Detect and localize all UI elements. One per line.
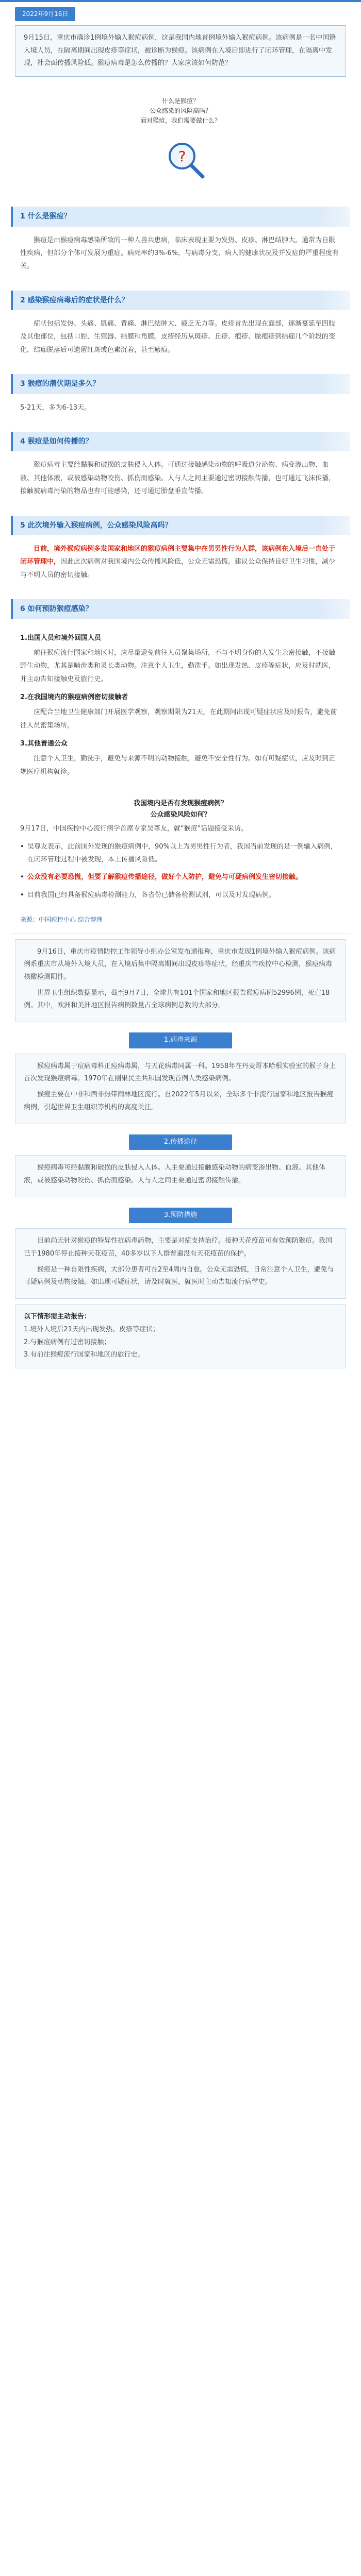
prevention-sub-title-1: 1.出国人员和境外回国人员 xyxy=(20,634,101,642)
expert-bullet-1-text: 吴尊友表示，此前国外发现的猴痘病例中，90%以上为男男性行为者，我国当前发现的是一例输入病例，在闭环管理过程中被发现，本土传播风险低。 xyxy=(27,842,337,863)
expert-bullets xyxy=(11,838,350,902)
info-block-1 xyxy=(15,1054,346,1124)
magnifier-icon xyxy=(162,138,209,184)
source-line: 来源：中国疾控中心 综合整理 xyxy=(20,916,103,923)
section-body-5 xyxy=(11,535,350,588)
section-head-2: 2 感染猴痘病毒后的症状是什么？ xyxy=(11,291,350,311)
report-list-box xyxy=(15,1304,346,1368)
section-head-4: 4 猴痘是如何传播的？ xyxy=(11,432,350,452)
pill-heading-c: 3.预防措施 xyxy=(129,1208,232,1224)
section-3-paragraph: 5-21天，多为6-13天。 xyxy=(20,403,91,412)
prevention-sub-text-3: 注意个人卫生，勤洗手，避免与来源不明的动物接触，避免不安全性行为。如有可疑症状，应及时到正规医疗机构就诊。 xyxy=(20,755,336,776)
prevention-sub-title-3: 3.其他普通公众 xyxy=(20,739,68,748)
closing-text: 猴痘是一种自限性疾病，大部分患者可在2至4周内自愈。公众无需恐慌，日常注意个人卫生，避免与可疑病例及动物接触。如出现可疑症状，请及时就医，就医时主动告知流行病学史。 xyxy=(24,1265,334,1286)
news-paragraph-2: 世界卫生组织数据显示，截至9月7日，全球共有101个国家和地区报告猴痘病例52996例，死亡18例。其中，欧洲和美洲地区报告病例数量占全球病例总数的大部分。 xyxy=(24,989,330,1010)
prevention-sub-text-1: 前往猴痘流行国家和地区时，应尽量避免前往人员聚集场所，不与不明身份的人发生亲密接触，不接触野生动物，尤其是啮齿类和灵长类动物。注意个人卫生，勤洗手。如出现发热、皮疹等症状，应及时就医，并主动告知接触史及旅行史。 xyxy=(20,649,336,683)
section-1-paragraph: 猴痘是由猴痘病毒感染所致的一种人兽共患病，临床表现主要为发热、皮疹、淋巴结肿大。通常为自限性疾病，但部分个体可发展为重症。病死率约3%-6%，与病毒分支、病人的健康状况及并发症的严重程度有关。 xyxy=(20,236,339,270)
section-body-3 xyxy=(11,394,350,420)
hero-question-1: 什么是猴痘？ xyxy=(161,97,199,105)
section-head-5: 5 此次境外输入猴痘病例，公众感染风险高吗？ xyxy=(11,516,350,536)
article-container xyxy=(11,2,350,1368)
expert-bullet-1 xyxy=(20,841,341,866)
report-list-title: 以下情形需主动报告： xyxy=(24,1313,91,1321)
intro-box xyxy=(15,25,346,77)
section-head-6: 6 如何预防猴痘感染？ xyxy=(11,599,350,619)
section-body-2 xyxy=(11,310,350,363)
expert-title xyxy=(11,798,350,821)
section-body-6 xyxy=(11,619,350,785)
section-4-paragraph: 猴痘病毒主要经黏膜和破损的皮肤侵入人体。可通过接触感染动物的呼吸道分泌物、病变渗出物、血液、其他体液，或被感染动物咬伤、抓伤而感染。人与人之间主要通过密切接触传播，也可通过飞沫传播，接触被病毒污染的物品也有可能感染，还可通过胎盘垂直传播。 xyxy=(20,461,336,496)
report-item-3: 3.有前往猴痘流行国家和地区的旅行史。 xyxy=(24,1351,144,1359)
report-item-1: 1.境外入境后21天内出现发热、皮疹等症状； xyxy=(24,1325,159,1333)
date-badge: 2022年9月16日 xyxy=(15,7,75,21)
section-body-4 xyxy=(11,451,350,504)
section-head-3: 3 猴痘的潜伏期是多久？ xyxy=(11,374,350,394)
hero-section xyxy=(11,77,350,195)
pill-heading-b: 2.传播途径 xyxy=(129,1134,232,1150)
hero-question-2: 公众感染的风险高吗？ xyxy=(149,107,211,115)
expert-title-line-1: 我国境内是否有发现猴痘病例？ xyxy=(133,799,227,807)
news-box xyxy=(15,939,346,1022)
info-block-3-text: 猴痘病毒可经黏膜和破损的皮肤侵入人体。人主要通过接触感染动物的病变渗出物、血液、其他体液，或被感染动物咬伤、抓伤而感染。人与人之间主要通过密切接触传播。 xyxy=(24,1164,326,1184)
expert-bullet-3 xyxy=(20,889,341,902)
pill-heading-a: 1.病毒来源 xyxy=(129,1032,232,1048)
expert-bullet-2 xyxy=(20,871,341,884)
section-5-text: 因此此次病例对我国境内公众传播风险低，公众无需恐慌。建议公众保持良好卫生习惯，减少与不明人员的密切接触。 xyxy=(20,558,336,579)
info-block-2 xyxy=(15,1155,346,1197)
expert-bullet-2-text: 公众没有必要恐慌，但要了解猴痘传播途径，做好个人防护，避免与可疑病例发生密切接触。 xyxy=(27,873,303,882)
section-body-1 xyxy=(11,227,350,279)
expert-title-line-2: 公众感染风险如何？ xyxy=(150,811,211,819)
section-head-1: 1 什么是猴痘？ xyxy=(11,207,350,227)
info-block-3 xyxy=(15,1228,346,1299)
expert-bullet-3-text: 目前我国已经具备猴痘病毒检测能力，各省份已储备检测试剂，可以及时发现病例。 xyxy=(27,891,276,899)
section-2-paragraph: 症状包括发热、头痛、肌痛、背痛、淋巴结肿大、疲乏无力等。皮疹首先出现在面部，逐渐蔓延至四肢及其他部位，包括口腔、生殖器、结膜和角膜。皮疹经历从斑疹、丘疹、疱疹、脓疱疹到结痂几个阶段的变化，结痂脱落后可遗留红斑或色素沉着，甚至瘢痕。 xyxy=(20,320,336,354)
expert-intro-text: 9月17日，中国疾控中心流行病学首席专家吴尊友，就“猴痘”话题接受采访。 xyxy=(20,825,248,833)
hero-question-3: 面对猴痘，我们需要做什么？ xyxy=(140,117,221,125)
news-paragraph-1: 9月16日，重庆市疫情防控工作领导小组办公室发布通报称，重庆市发现1例境外输入猴痘病例。该病例系重庆市从境外入境人员，在入境后集中隔离期间出现皮疹等症状，经重庆市疾控中心检测，猴痘病毒核酸检测阳性。 xyxy=(24,947,336,981)
prevention-sub-text-2: 应配合当地卫生健康部门开展医学观察，观察期限为21天，在此期间出现可疑症状应及时报告，避免前往人员密集场所。 xyxy=(20,708,337,730)
report-item-2: 2.与猴痘病例有过密切接触； xyxy=(24,1338,111,1346)
expert-intro xyxy=(11,821,350,838)
info-block-2-text: 猴痘主要在中非和西非热带雨林地区流行。自2022年5月以来，全球多个非流行国家和地区报告猴痘病例，引起世界卫生组织等机构的高度关注。 xyxy=(24,1091,334,1111)
svg-text:?: ? xyxy=(178,148,186,165)
section-5-paragraph xyxy=(20,543,341,582)
section-5-red-text: 目前，境外猴痘病例多发国家和地区的猴痘病例主要集中在男男性行为人群，该病例在入境后一直处于闭环管理中， xyxy=(20,545,336,566)
info-block-4-text: 目前尚无针对猴痘的特异性抗病毒药物，主要是对症支持治疗。接种天花疫苗可有效预防猴痘。我国已于1980年停止接种天花疫苗，40多岁以下人群普遍没有天花疫苗的保护。 xyxy=(24,1237,333,1258)
info-block-1-text: 猴痘病毒属于痘病毒科正痘病毒属，与天花病毒同属一科。1958年在丹麦哥本哈根实验室的猴子身上首次发现猴痘病毒。1970年在刚果民主共和国发现首例人类感染病例。 xyxy=(24,1062,336,1083)
prevention-sub-title-2: 2.在我国境内的猴痘病例密切接触者 xyxy=(20,693,128,701)
intro-text: 9月15日，重庆市确诊1例境外输入猴痘病例，这是我国内地首例境外输入猴痘病例。该病例是一名中国籍入境人员，在隔离期间出现皮疹等症状，被诊断为猴痘。该病例在入境后即进行了闭环管理，在隔离中发现，社会面传播风险低。猴痘病毒是怎么传播的？大家应该如何防范？ xyxy=(24,34,336,67)
